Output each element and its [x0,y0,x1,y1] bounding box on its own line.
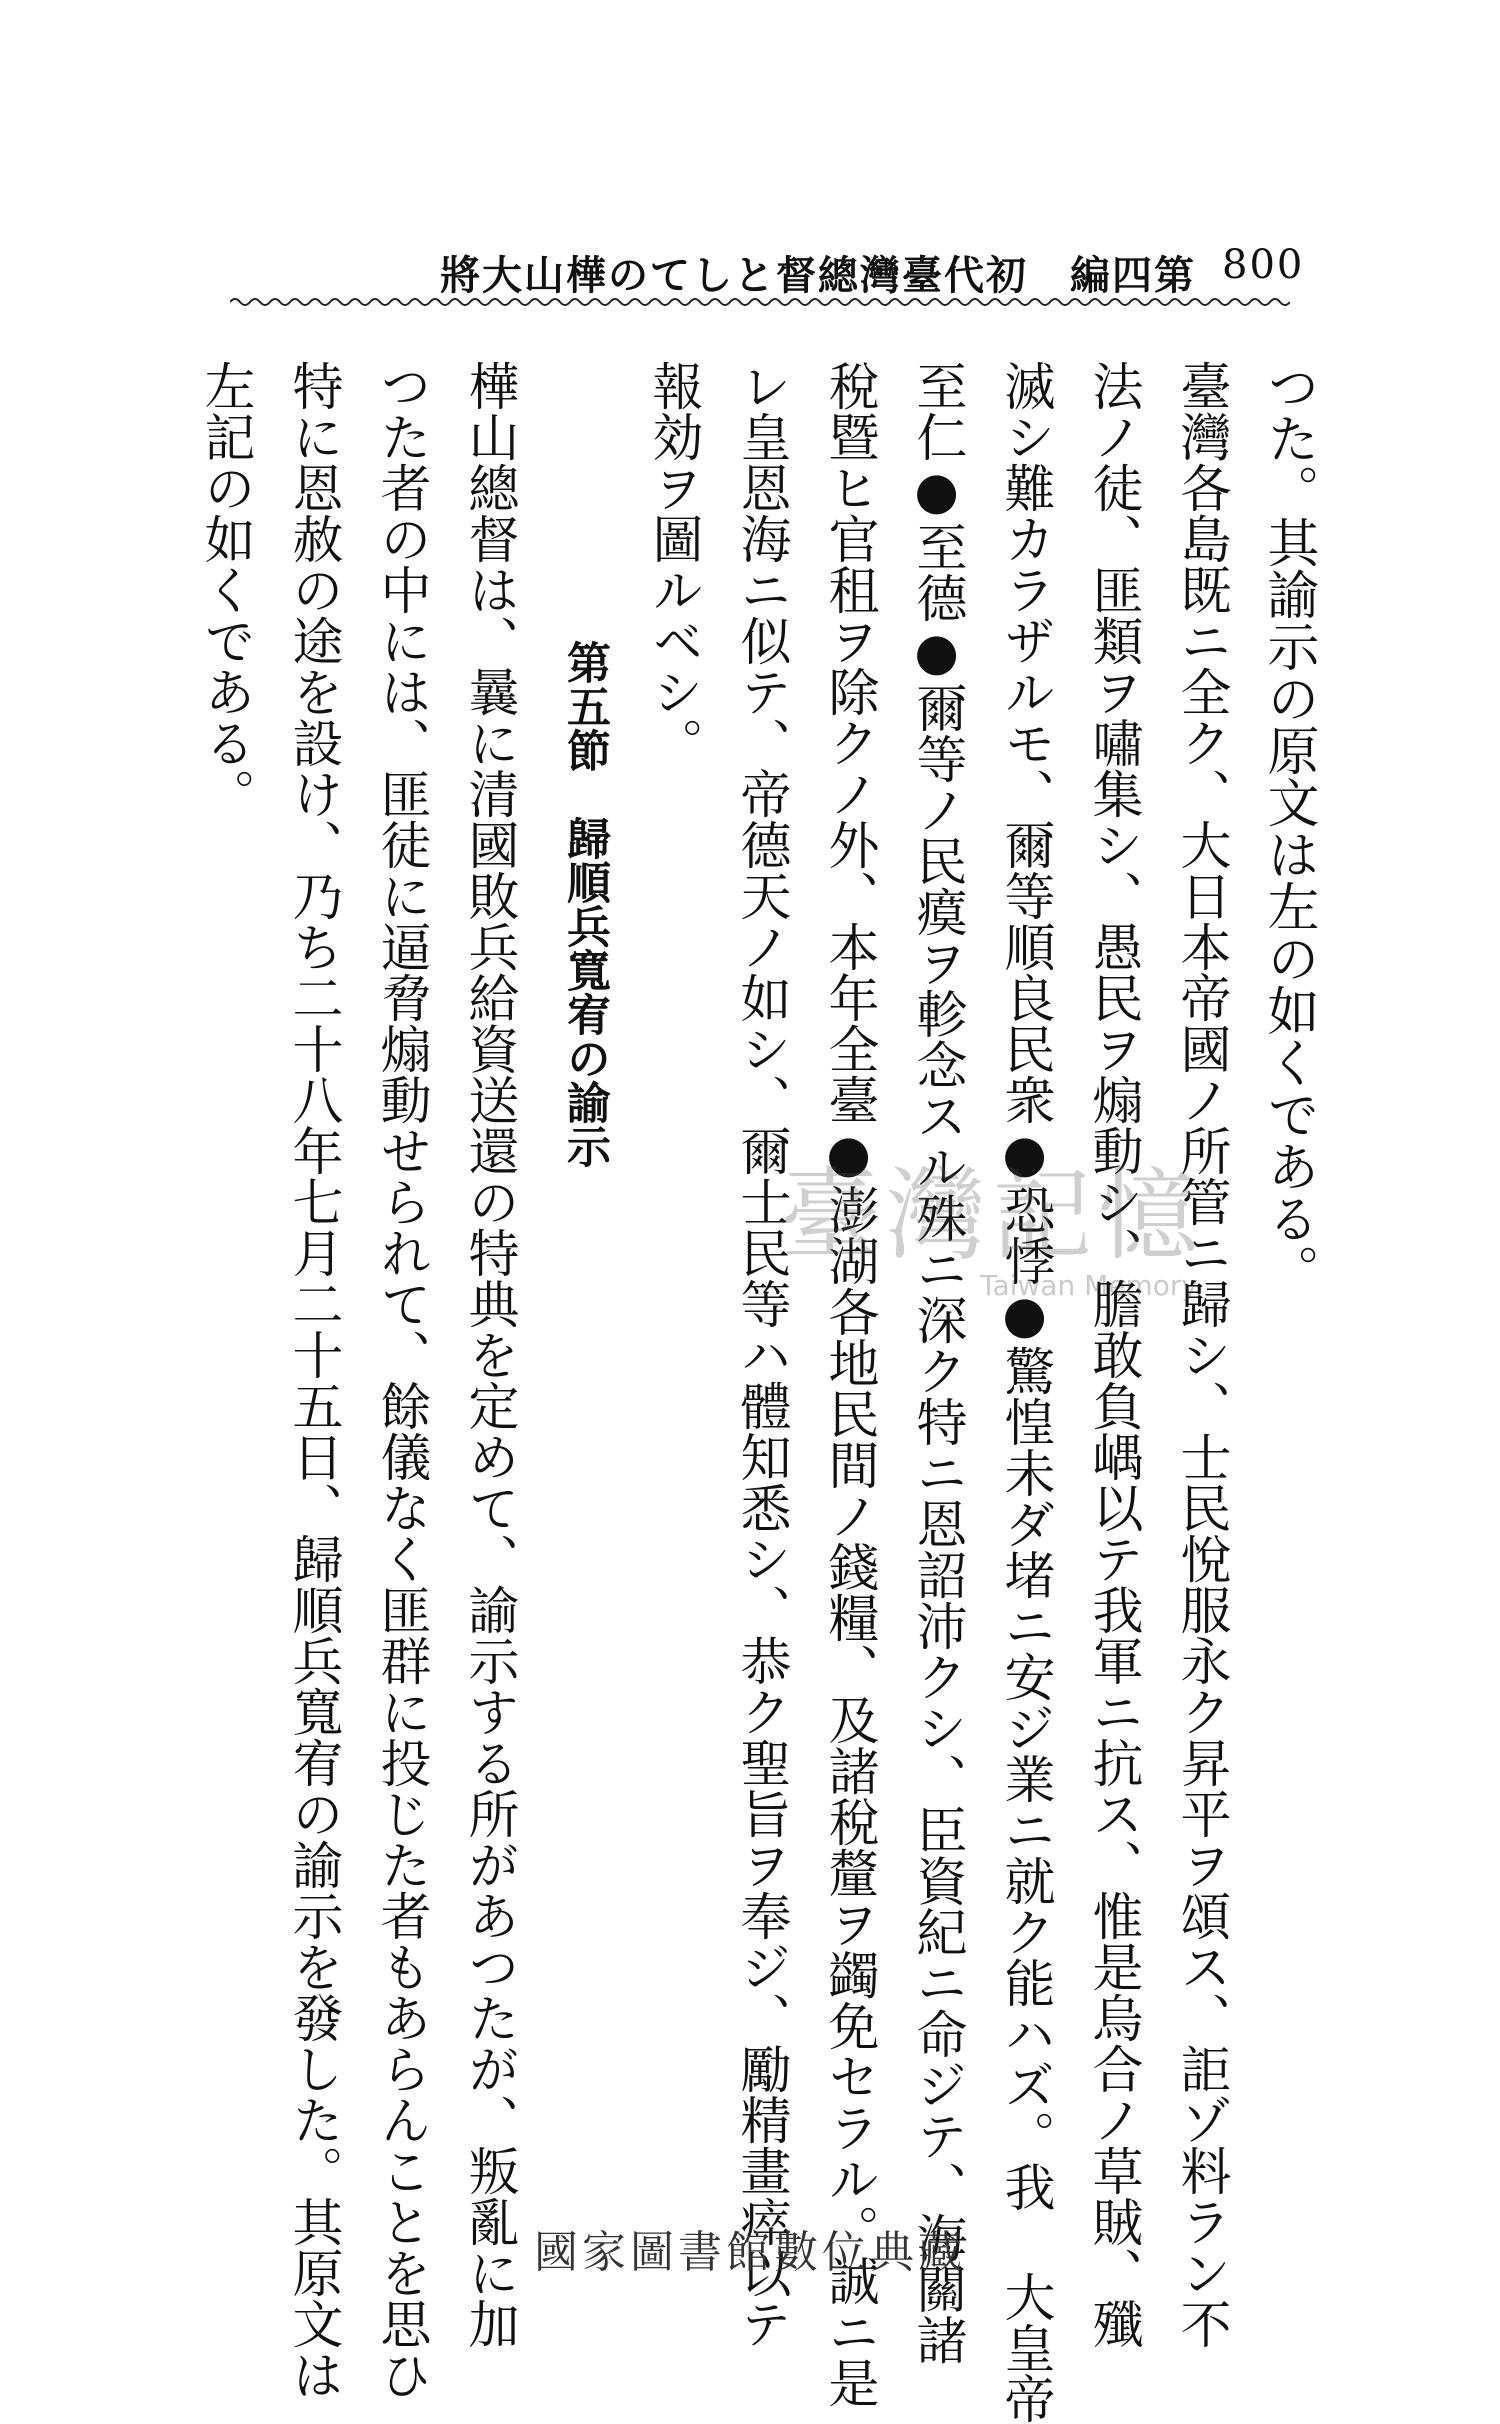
text-column-1: つた。其諭示の原文は左の如くである。 [1258,360,1318,1296]
text-column-12: 左記の如くである。 [195,360,254,819]
text-column-11: 特に恩赦の途を設け、乃ち二十八年七月二十五日、歸順兵寬宥の諭示を發した。其原文は [283,360,342,2400]
section-title: 第五節 歸順兵寬宥の諭示 [559,640,610,1168]
text-column-6: 稅暨ヒ官租ヲ除クノ外、本年全臺●澎湖各地民間ノ錢糧、及諸稅釐ヲ蠲免セラル。誠ニ是 [819,360,878,2408]
footer-library-name: 國家圖書館數位典藏 [534,2227,966,2278]
running-title: 第四編 初代臺灣總督としての樺山大將 [440,252,1196,299]
text-column-9: 樺山總督は、曩に清國敗兵給資送還の特典を定めて、諭示する所があつたが、叛亂に加 [459,360,518,2349]
header-rule [230,295,1290,309]
text-column-10: つた者の中には、匪徒に逼脅煽動せられて、餘儀なく匪群に投じた者もあらんことを思ひ [371,360,430,2400]
text-column-2: 臺灣各島既ニ全ク、大日本帝國ノ所管ニ歸シ、士民悅服永ク昇平ヲ頌ス、詎ゾ料ラン不 [1171,360,1230,2349]
page-number: 800 [1222,242,1305,288]
watermark-text: 臺灣記憶 [780,1157,1204,1274]
text-column-8: 報効ヲ圖ルベシ。 [643,360,702,768]
text-column-5: 至仁●至德●爾等ノ民瘼ヲ軫念スル殊ニ深ク特ニ恩詔沛クシ、臣資紀ニ命ジテ、海關諸 [907,360,966,2365]
text-column-3: 法ノ徒、匪類ヲ嘯集シ、愚民ヲ煽動シ、膽敢負嵎以テ我軍ニ抗ス、惟是烏合ノ草賊、殲 [1083,360,1142,2349]
text-column-7: レ皇恩海ニ似テ、帝德天ノ如シ、爾士民等ハ體知悉シ、恭ク聖旨ヲ奉ジ、勵精畫瘁以テ [731,360,790,2349]
watermark-subtext: Taiwan Memory [980,1269,1198,1302]
text-column-4: 滅シ難カラザルモ、爾等順良民衆●恐悸●驚惶未ダ堵ニ安ジ業ニ就ク能ハズ。我 大皇帝 [995,360,1054,2424]
